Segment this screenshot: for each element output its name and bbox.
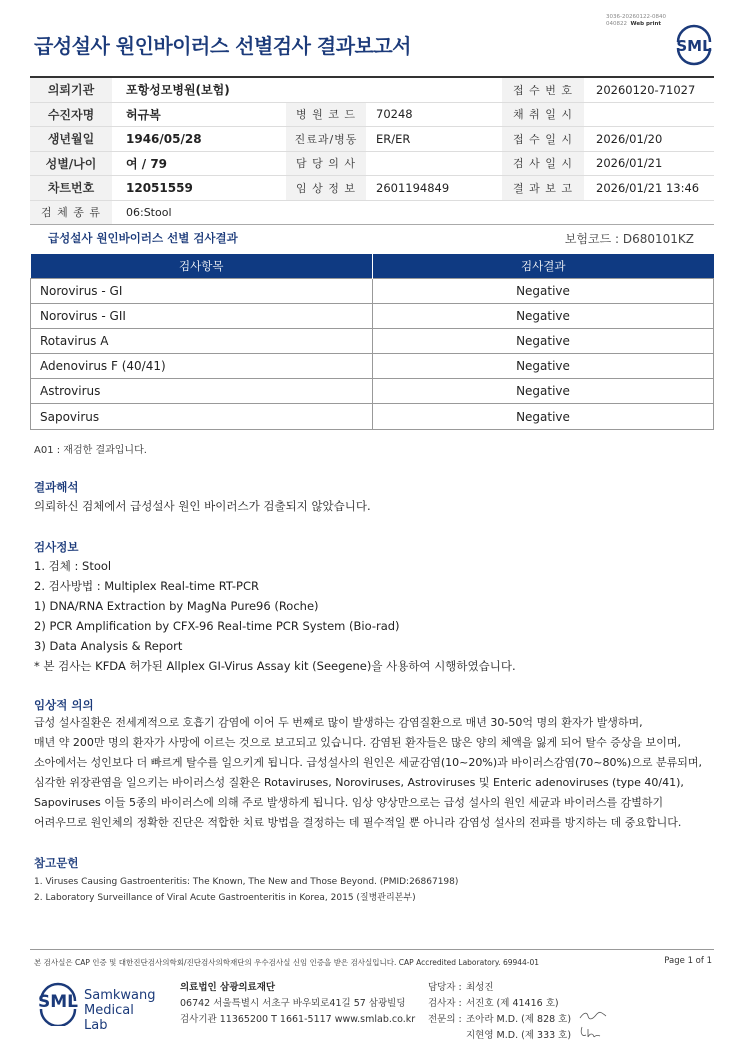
- info-row: [30, 176, 714, 201]
- info-value: 20260120-71027: [596, 82, 696, 97]
- table-row: [31, 328, 714, 353]
- clinical-body: [34, 713, 724, 833]
- table-row: [31, 303, 714, 328]
- test-info-body: [34, 556, 724, 676]
- staff-value: 지현영 M.D. (제 333 호): [466, 1030, 572, 1041]
- test-info-line: 1) DNA/RNA Extraction by MagNa Pure96 (Roche): [34, 599, 319, 613]
- info-value: 1946/05/28: [126, 131, 202, 146]
- samkwang-logo: [36, 982, 156, 1033]
- info-row: [30, 127, 714, 152]
- table-row: [31, 404, 714, 429]
- info-value: 2026/01/20: [596, 131, 663, 146]
- sml-mark-text: SML: [38, 992, 78, 1012]
- results-title: 급성설사 원인바이러스 선별 검사결과: [48, 231, 238, 245]
- clinical-line: 어려우므로 원인체의 정확한 진단은 적합한 치료 방법을 결정하는 데 필수적일 뿐 아니라 감염성 설사의 전파를 방지하는 데 중요합니다.: [34, 816, 682, 829]
- info-label: 의뢰기관: [30, 78, 112, 102]
- document-code: [606, 14, 666, 27]
- test-info-line: 2) PCR Amplification by CFX-96 Real-time PCR System (Bio-rad): [34, 619, 400, 633]
- info-label: 채 취 일 시: [502, 103, 584, 127]
- info-value: 포항성모병원(보험): [126, 83, 230, 98]
- sml-mark: [36, 982, 80, 1026]
- page-title: 급성설사 원인바이러스 선별검사 결과보고서: [34, 34, 411, 58]
- test-result: Negative: [373, 404, 714, 429]
- info-label: 임 상 정 보: [286, 176, 366, 200]
- test-result: Negative: [373, 354, 714, 379]
- info-row: [30, 103, 714, 128]
- info-value: 70248: [376, 107, 413, 122]
- test-result: Negative: [373, 278, 714, 303]
- test-info-heading: 검사정보: [34, 540, 79, 554]
- info-value: [366, 78, 502, 102]
- clinical-line: 급성 설사질환은 전세계적으로 호흡기 감염에 이어 두 번째로 많이 발생하는 감염질환으로 매년 30-50억 명의 환자가 발생하며,: [34, 716, 643, 729]
- results-table: [30, 254, 714, 430]
- doc-code-line1: 3036-20260122-0840: [606, 14, 666, 20]
- sml-logo-text: SML: [676, 37, 712, 55]
- test-info-line: 3) Data Analysis & Report: [34, 639, 183, 653]
- info-label: 검 사 일 시: [502, 152, 584, 176]
- staff-row: [428, 1012, 571, 1028]
- staff-row: [428, 1028, 571, 1044]
- test-item: Astrovirus: [31, 379, 373, 404]
- info-value: 2026/01/21 13:46: [596, 180, 700, 195]
- table-row: [31, 354, 714, 379]
- reference-item: 2. Laboratory Surveillance of Viral Acute Gastroenteritis in Korea, 2015 (질병관리본부): [34, 893, 416, 903]
- clinical-line: 소아에서는 성인보다 더 빠르게 탈수를 일으키게 됩니다. 급성설사의 원인은 세균감염(10~20%)과 바이러스감염(70~80%)으로 분류되며,: [34, 756, 702, 769]
- info-label: 접 수 번 호: [502, 78, 584, 102]
- staff-label: 전문의 :: [428, 1014, 462, 1025]
- staff-value: 조아라 M.D. (제 828 호): [466, 1014, 572, 1025]
- organization-info: [180, 980, 415, 1028]
- test-info-line: * 본 검사는 KFDA 허가된 Allplex GI-Virus Assay kit (Seegene)을 사용하여 시행하였습니다.: [34, 659, 516, 673]
- test-item: Adenovirus F (40/41): [31, 354, 373, 379]
- specimen-value: 06:Stool: [126, 205, 172, 219]
- info-row: [30, 78, 714, 103]
- staff-value: 서진호 (제 41416 호): [466, 998, 559, 1009]
- org-contact: 검사기관 11365200 T 1661-5117 www.smlab.co.kr: [180, 1014, 416, 1025]
- lab-name-line2: Medical Lab: [84, 1003, 134, 1033]
- test-info-line: 2. 검사방법 : Multiplex Real-time RT-PCR: [34, 579, 259, 593]
- interpretation-heading: 결과해석: [34, 480, 79, 494]
- clinical-line: Sapoviruses 이들 5종의 바이러스에 의해 주로 발생하게 됩니다. 임상 양상만으로는 급성 설사의 원인 세균과 바이러스를 감별하기: [34, 796, 664, 809]
- info-label: 성별/나이: [30, 152, 112, 176]
- staff-row: [428, 980, 571, 996]
- test-result: Negative: [373, 379, 714, 404]
- patient-info-table: [30, 76, 714, 225]
- test-result: Negative: [373, 303, 714, 328]
- info-row: [30, 152, 714, 177]
- staff-label: 검사자 :: [428, 998, 462, 1009]
- col-header-item: 검사항목: [31, 254, 373, 278]
- web-print-label: Web print: [630, 20, 662, 27]
- info-label: 진료과/병동: [286, 127, 366, 151]
- signature-1: [578, 1010, 608, 1022]
- staff-row: [428, 996, 571, 1012]
- col-header-result: 검사결과: [373, 254, 714, 278]
- clinical-line: 매년 약 200만 명의 환자가 사망에 이르는 것으로 보고되고 있습니다. 감염된 환자들은 많은 양의 체액을 잃게 되어 탈수 증상을 보이며,: [34, 736, 681, 749]
- test-item: Sapovirus: [31, 404, 373, 429]
- test-item: Rotavirus A: [31, 328, 373, 353]
- info-label: 수진자명: [30, 103, 112, 127]
- info-label: 차트번호: [30, 176, 112, 200]
- info-value: 12051559: [126, 180, 193, 195]
- lab-name: [84, 988, 156, 1033]
- results-header-row: [31, 254, 714, 278]
- clinical-heading: 임상적 의의: [34, 698, 94, 712]
- info-value: [366, 152, 502, 176]
- info-label: 병 원 코 드: [286, 103, 366, 127]
- table-row: [31, 278, 714, 303]
- page-number: Page 1 of 1: [664, 956, 712, 966]
- interpretation-text: 의뢰하신 검체에서 급성설사 원인 바이러스가 검출되지 않았습니다.: [34, 499, 371, 513]
- info-row-specimen: [30, 201, 714, 226]
- info-label: 접 수 일 시: [502, 127, 584, 151]
- info-value: 2601194849: [376, 180, 450, 195]
- info-value: [584, 103, 714, 127]
- footer-divider: [30, 949, 714, 950]
- staff-value: 최성진: [466, 982, 494, 993]
- info-label: 결 과 보 고: [502, 176, 584, 200]
- table-row: [31, 379, 714, 404]
- reference-item: 1. Viruses Causing Gastroenteritis: The Known, The New and Those Beyond. (PMID:26867198): [34, 877, 459, 887]
- org-address: 06742 서울특별시 서초구 바우뫼로41길 57 삼광빌딩: [180, 998, 406, 1009]
- accreditation-note: 본 검사실은 CAP 인증 및 대한진단검사의학회/진단검사의학재단의 우수검사실 신임 인증을 받은 검사실입니다. CAP Accredited Laboratory. 69944-01: [34, 958, 540, 967]
- test-item: Norovirus - GI: [31, 278, 373, 303]
- test-info-line: 1. 검체 : Stool: [34, 559, 112, 573]
- staff-label: 담당자 :: [428, 982, 462, 993]
- info-label: 담 당 의 사: [286, 152, 366, 176]
- staff-label: [428, 1028, 466, 1044]
- references-body: [34, 874, 458, 906]
- sml-logo: [672, 22, 716, 66]
- info-value: 허규복: [126, 107, 161, 122]
- retest-note: A01 : 재검한 결과입니다.: [34, 445, 147, 456]
- info-label: [286, 78, 366, 102]
- org-name: 의료법인 삼광의료재단: [180, 982, 276, 993]
- insurance-code: 보험코드 : D680101KZ: [564, 232, 694, 246]
- lab-name-line1: Samkwang: [84, 988, 156, 1003]
- signature-2: [578, 1025, 602, 1039]
- info-label: 생년월일: [30, 127, 112, 151]
- test-item: Norovirus - GII: [31, 303, 373, 328]
- test-result: Negative: [373, 328, 714, 353]
- specimen-label: 검 체 종 류: [30, 201, 112, 225]
- staff-info: [428, 980, 571, 1044]
- references-heading: 참고문헌: [34, 856, 79, 870]
- clinical-line: 심각한 위장관염을 일으키는 바이러스성 질환은 Rotaviruses, Noroviruses, Astroviruses 및 Enteric adenoviruses (type 40/41),: [34, 776, 684, 789]
- info-value: 2026/01/21: [596, 156, 663, 171]
- doc-code-line2: 040822 Web print: [606, 20, 662, 27]
- info-value: ER/ER: [376, 131, 411, 146]
- info-value: 여 / 79: [126, 156, 168, 171]
